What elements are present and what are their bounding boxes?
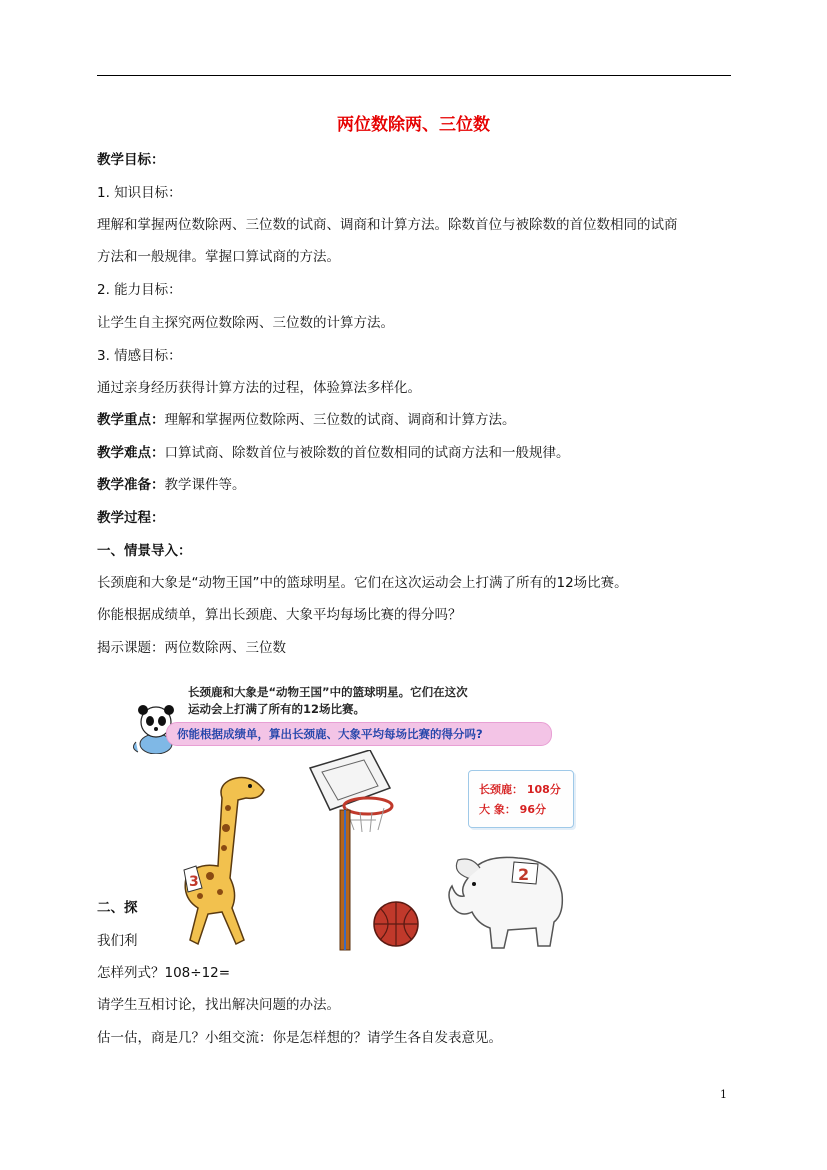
goal-1-text-line-2: 方法和一般规律。掌握口算试商的方法。: [97, 249, 340, 265]
goal-1-text-line-1: 理解和掌握两位数除两、三位数的试商、调商和计算方法。除数首位与被除数的首位数相同的试商: [97, 217, 678, 233]
basketball-icon: [372, 900, 420, 948]
goal-2-text: 让学生自主探究两位数除两、三位数的计算方法。: [97, 315, 394, 331]
discussion-line: 请学生互相讨论，找出解决问题的办法。: [97, 997, 340, 1013]
estimate-line: 估一估，商是几？小组交流：你是怎样想的？请学生各自发表意见。: [97, 1030, 502, 1046]
section-1-text-3: 揭示课题：两位数除两、三位数: [97, 640, 286, 656]
goal-1-heading: 1. 知识目标：: [97, 185, 182, 201]
page-number: 1: [720, 1088, 727, 1101]
goal-3-heading: 3. 情感目标：: [97, 348, 182, 364]
section-2-text-partial: 我们利: [97, 933, 138, 949]
elephant-icon: [438, 848, 568, 953]
basketball-illustration: [130, 680, 590, 955]
giraffe-number: 3: [189, 874, 199, 890]
key-points-text: 理解和掌握两位数除两、三位数的试商、调商和计算方法。: [164, 412, 516, 428]
speech-line-1: 长颈鹿和大象是“动物王国”中的篮球明星。它们在这次: [188, 685, 468, 699]
preparation-label: 教学准备：: [97, 477, 165, 493]
key-points: [97, 410, 737, 430]
speech-line-2: 运动会上打满了所有的12场比赛。: [188, 702, 366, 716]
preparation-text: 教学课件等。: [164, 477, 246, 493]
section-1-text-2: 你能根据成绩单，算出长颈鹿、大象平均每场比赛的得分吗？: [97, 607, 462, 623]
goal-3-text: 通过亲身经历获得计算方法的过程，体验算法多样化。: [97, 380, 421, 396]
preparation: [97, 475, 737, 495]
goals-heading: 教学目标：: [97, 152, 165, 168]
speech-text: [188, 684, 558, 718]
key-points-label: 教学重点：: [97, 412, 165, 428]
header-rule: [97, 75, 731, 76]
score-giraffe: 长颈鹿： 108分: [479, 783, 561, 796]
goal-2-heading: 2. 能力目标：: [97, 282, 182, 298]
section-1-heading: 一、情景导入：: [97, 543, 192, 559]
section-2-heading-partial: 二、探: [97, 900, 138, 916]
document-title: 两位数除两、三位数: [337, 115, 490, 135]
question-bubble: [166, 722, 552, 746]
difficult-points-label: 教学难点：: [97, 445, 165, 461]
elephant-number: 2: [518, 865, 530, 884]
score-board: [468, 770, 574, 828]
question-text: 你能根据成绩单，算出长颈鹿、大象平均每场比赛的得分吗?: [177, 727, 483, 741]
score-elephant: 大 象： 96分: [479, 803, 546, 816]
difficult-points-text: 口算试商、除数首位与被除数的首位数相同的试商方法和一般规律。: [164, 445, 570, 461]
formula-line: 怎样列式？108÷12=: [97, 965, 231, 981]
difficult-points: [97, 443, 737, 463]
giraffe-icon: [160, 768, 280, 948]
section-1-text-1: 长颈鹿和大象是“动物王国”中的篮球明星。它们在这次运动会上打满了所有的12场比赛。: [97, 575, 628, 591]
process-heading: 教学过程：: [97, 510, 165, 526]
